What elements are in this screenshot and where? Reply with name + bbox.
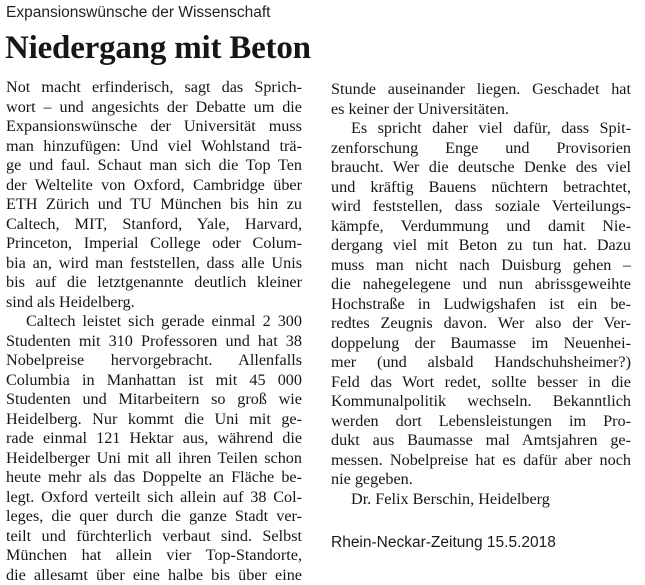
text-line: redtes Zeugnis davon. Wer also der Ver- [331, 314, 631, 334]
text-line: leges, die quer durch die ganze Stadt ver- [6, 507, 302, 527]
text-line: bis auf die letztgenannte deutlich kleiner [6, 273, 302, 293]
text-line: Caltech leistet sich gerade einmal 2 300 [6, 312, 302, 332]
text-line: legt. Oxford verteilt sich allein auf 38 Col- [6, 488, 302, 508]
text-line: Heidelberger Uni mit all ihren Teilen schon [6, 449, 302, 469]
source-caption: Rhein-Neckar-Zeitung 15.5.2018 [331, 534, 556, 552]
text-line: die allesamt über eine halbe bis über eine [6, 566, 302, 585]
text-line: dergang viel mit Beton zu tun hat. Dazu [331, 236, 631, 256]
text-line: ge und faul. Schaut man sich die Top Ten [6, 156, 302, 176]
text-line: teilt und fürchterlich verbaut sind. Selbst [6, 527, 302, 547]
text-line: kämpfe, Verdummung und damit Nie- [331, 217, 631, 237]
text-line: muss man nicht nach Duisburg gehen – [331, 256, 631, 276]
text-line: messen. Nobelpreise hat es dafür aber noch [331, 451, 631, 471]
text-line: Studenten mit 310 Professoren und hat 38 [6, 332, 302, 352]
text-line: wird feststellen, dass soziale Verteilungs- [331, 197, 631, 217]
text-line: braucht. Wer die deutsche Denke des viel [331, 158, 631, 178]
text-line: Caltech, MIT, Stanford, Yale, Harvard, [6, 215, 302, 235]
author-signature: Dr. Felix Berschin, Heidelberg [331, 490, 631, 510]
article-headline: Niedergang mit Beton [5, 29, 311, 67]
text-line: werden dort Lebensleistungen im Pro- [331, 412, 631, 432]
text-line: doppelung der Baumasse im Neuenhei- [331, 334, 631, 354]
right-column [331, 80, 631, 509]
text-line: es keiner der Universitäten. [331, 100, 631, 120]
text-line: ETH Zürich und TU München bis hin zu [6, 195, 302, 215]
text-line: nie gegeben. [331, 470, 631, 490]
text-line: Columbia in Manhattan ist mit 45 000 [6, 371, 302, 391]
text-line: Feld das Wort redet, sollte besser in die [331, 373, 631, 393]
text-line: Heidelberg. Nur kommt die Uni mit ge- [6, 410, 302, 430]
text-line: München hat allein vier Top-Standorte, [6, 546, 302, 566]
text-line: sind als Heidelberg. [6, 293, 302, 313]
text-line: Es spricht daher viel dafür, dass Spit- [331, 119, 631, 139]
text-line: Kommunalpolitik wechseln. Bekanntlich [331, 392, 631, 412]
text-line: der Weltelite von Oxford, Cambridge über [6, 176, 302, 196]
text-line: und kräftig Bauens nüchtern betrachtet, [331, 178, 631, 198]
text-line: Not macht erfinderisch, sagt das Sprich- [6, 78, 302, 98]
text-line: dukt aus Baumasse mal Amtsjahren ge- [331, 431, 631, 451]
text-line: man hinzufügen: Und viel Wohlstand trä- [6, 137, 302, 157]
text-line: mer (und alsbald Handschuhsheimer?) [331, 353, 631, 373]
text-line: rade einmal 121 Hektar aus, während die [6, 429, 302, 449]
text-line: Nobelpreise hervorgebracht. Allenfalls [6, 351, 302, 371]
text-line: Hochstraße in Ludwigshafen ist ein be- [331, 295, 631, 315]
left-column [6, 78, 302, 585]
article-kicker: Expansionswünsche der Wissenschaft [6, 4, 271, 22]
text-line: heute mehr als das Doppelte an Fläche be- [6, 468, 302, 488]
text-line: Studenten und Mitarbeitern so groß wie [6, 390, 302, 410]
text-line: bia an, wird man feststellen, dass alle Unis [6, 254, 302, 274]
text-line: wort – und angesichts der Debatte um die [6, 98, 302, 118]
text-line: zenforschung Enge und Provisorien [331, 139, 631, 159]
text-line: Stunde auseinander liegen. Geschadet hat [331, 80, 631, 100]
text-line: Expansionswünsche der Universität muss [6, 117, 302, 137]
text-line: Princeton, Imperial College oder Colum- [6, 234, 302, 254]
text-line: die nahegelegene und nun abrissgeweihte [331, 275, 631, 295]
